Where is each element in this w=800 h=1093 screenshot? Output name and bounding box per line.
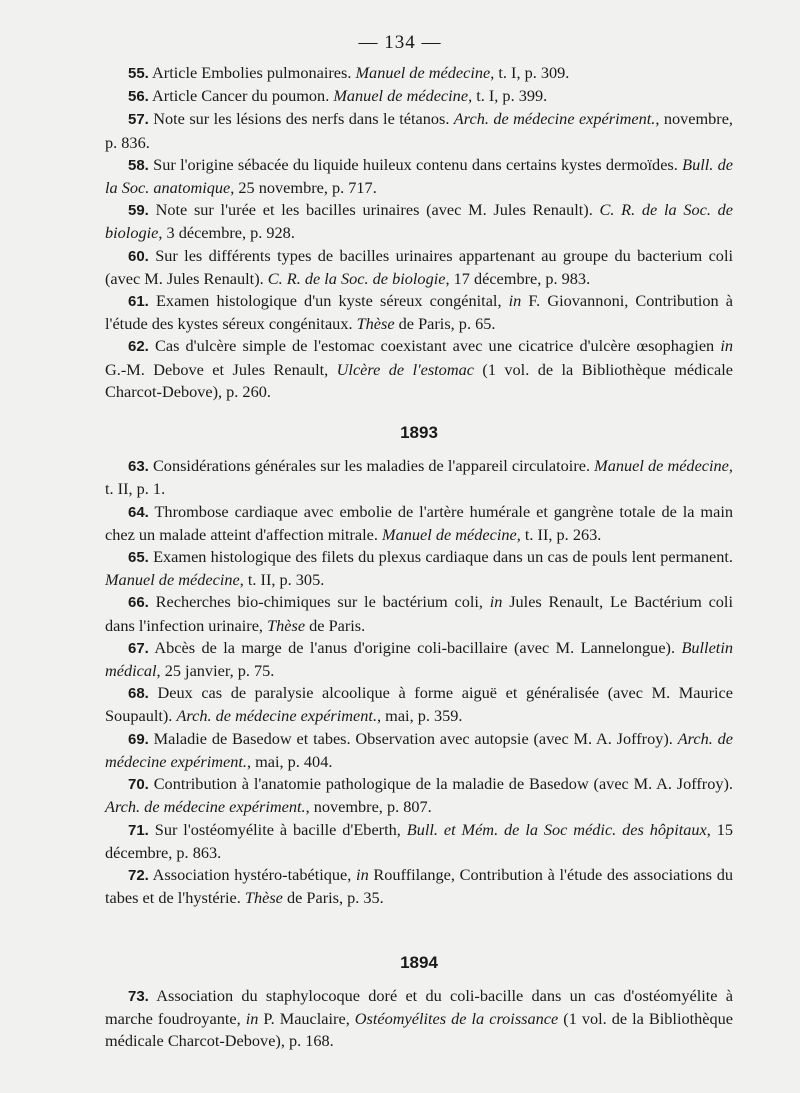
bibliography-entry xyxy=(105,819,733,864)
entry-text: Jules Renault, Le Bactérium coli dans l'infection urinaire, xyxy=(105,592,733,635)
entry-text: , novembre, p. 807. xyxy=(305,797,432,817)
entry-text: Abcès de la marge de l'anus d'origine coli-bacillaire (avec M. Lannelongue). xyxy=(148,637,682,657)
bibliography-entry xyxy=(105,985,733,1053)
entry-italic-text: C. R. de la Soc. de biologie xyxy=(105,200,733,243)
entry-text: , t. I, p. 309. xyxy=(490,63,570,82)
entry-italic-text: Arch. de médecine expériment. xyxy=(176,706,378,726)
entry-number: 65. xyxy=(128,549,149,567)
entry-italic-text: Manuel de médecine xyxy=(594,456,729,476)
entry-number: 68. xyxy=(128,685,149,703)
entry-text: Recherches bio-chimiques sur le bactérium coli, xyxy=(148,592,490,612)
bibliography-entry xyxy=(105,85,733,108)
entry-text: , 15 décembre, p. 863. xyxy=(105,819,734,862)
entry-italic-text: Manuel de médecine xyxy=(105,570,240,590)
entry-italic-text: Manuel de médecine xyxy=(355,63,491,82)
entry-number: 63. xyxy=(128,458,149,476)
entry-text: , 25 novembre, p. 717. xyxy=(230,178,377,198)
entry-text: , t. I, p. 399. xyxy=(468,86,548,106)
entry-number: 72. xyxy=(128,866,149,884)
entry-text: Article Embolies pulmonaires. xyxy=(148,63,356,82)
page-number: — 134 — xyxy=(358,32,442,53)
entry-number: 67. xyxy=(128,639,149,657)
entry-number: 71. xyxy=(128,821,149,839)
entry-number: 70. xyxy=(128,776,149,794)
bibliography-entry xyxy=(105,501,733,546)
entry-text: Deux cas de paralysie alcoolique à forme aiguë et généralisée (avec M. Maurice Soupault). xyxy=(105,683,733,726)
entry-text: , t. II, p. 263. xyxy=(516,524,602,544)
entry-text: Maladie de Basedow et tabes. Observation avec autopsie (avec M. A. Joffroy). xyxy=(148,728,678,748)
entry-italic-text: in xyxy=(720,336,733,356)
entry-text: Sur l'origine sébacée du liquide huileux contenu dans certains kystes dermoïdes. xyxy=(148,154,683,174)
entry-italic-text: Arch. de médecine expériment. xyxy=(105,797,306,817)
entries-1893 xyxy=(105,455,733,909)
entry-text: Association du staphylocoque doré et du coli-bacille dans un cas d'ostéomyélite à marche foudroyante, xyxy=(105,985,733,1028)
bibliography-body xyxy=(105,62,733,1052)
entry-number: 73. xyxy=(128,987,149,1005)
bibliography-entry xyxy=(105,245,733,290)
entry-text: Considérations générales sur les maladies de l'appareil circulatoire. xyxy=(148,456,595,476)
entry-text: Examen histologique des filets du plexus cardiaque dans un cas de pouls lent permanent. xyxy=(148,547,733,567)
entry-text: de Paris. xyxy=(305,615,366,635)
entry-number: 57. xyxy=(128,111,149,129)
year-heading-1894: 1894 xyxy=(400,953,438,973)
bibliography-entry xyxy=(105,591,733,636)
entry-italic-text: Ulcère de l'estomac xyxy=(336,359,474,379)
entry-number: 60. xyxy=(128,247,149,265)
entry-italic-text: Ostéomyélites de la croissance xyxy=(354,1008,559,1028)
bibliography-entry xyxy=(105,637,733,682)
entry-italic-text: Arch. de médecine expériment. xyxy=(105,728,733,771)
bibliography-entry xyxy=(105,154,733,199)
entry-italic-text: in xyxy=(489,592,503,612)
entry-text: P. Mauclaire, xyxy=(258,1008,355,1028)
entry-italic-text: in xyxy=(356,864,369,884)
entry-text: , t. II, p. 1. xyxy=(105,456,733,499)
entry-italic-text: in xyxy=(245,1008,259,1028)
bibliography-entry xyxy=(105,290,733,335)
entry-number: 66. xyxy=(128,594,149,612)
entry-text: , t. II, p. 305. xyxy=(239,570,325,590)
entry-text: F. Giovannoni, Contribution à l'étude des kystes séreux congénitaux. xyxy=(105,291,733,334)
entry-italic-text: Manuel de médecine xyxy=(333,86,469,106)
bibliography-entry xyxy=(105,773,733,818)
entry-text: (1 vol. de la Bibliothèque médicale Charcot-Debove), p. 260. xyxy=(105,359,734,401)
entry-text: Sur l'ostéomyélite à bacille d'Eberth, xyxy=(148,819,407,839)
entry-number: 58. xyxy=(128,156,149,174)
entry-text: , mai, p. 404. xyxy=(246,751,333,771)
entries-1894 xyxy=(105,985,733,1053)
entry-text: (1 vol. de la Bibliothèque médicale Charcot-Debove), p. 168. xyxy=(105,1008,734,1050)
entry-text: , 17 décembre, p. 983. xyxy=(445,268,591,288)
entry-text: Note sur les lésions des nerfs dans le tétanos. xyxy=(148,109,454,129)
entry-italic-text: Thèse xyxy=(356,314,395,334)
entry-italic-text: Arch. de médecine expériment. xyxy=(453,109,656,129)
entry-number: 61. xyxy=(128,293,149,311)
entry-number: 62. xyxy=(128,338,149,356)
entry-text: G.-M. Debove et Jules Renault, xyxy=(105,359,337,379)
bibliography-entry xyxy=(105,335,733,403)
entry-italic-text: Thèse xyxy=(267,615,306,635)
bibliography-entry xyxy=(105,62,733,85)
bibliography-entry xyxy=(105,455,733,500)
entry-italic-text: Bull. et Mém. de la Soc médic. des hôpitaux xyxy=(406,819,707,839)
entry-text: , 3 décembre, p. 928. xyxy=(158,223,295,243)
entry-italic-text: Bulletin médical xyxy=(105,637,733,681)
entry-text: Cas d'ulcère simple de l'estomac coexistant avec une cicatrice d'ulcère œsophagien xyxy=(148,336,721,356)
entry-number: 59. xyxy=(128,202,149,220)
entry-number: 64. xyxy=(128,503,149,521)
bibliography-entry xyxy=(105,108,733,153)
entry-text: Rouffilange, Contribution à l'étude des associations du tabes et de l'hystérie. xyxy=(105,864,734,908)
entry-text: Sur les différents types de bacilles urinaires appartenant au groupe du bacterium coli (avec M. Jules Renault). xyxy=(105,245,733,288)
entry-text: , novembre, p. 836. xyxy=(105,109,734,152)
entries-1892 xyxy=(105,62,733,403)
entry-text: , mai, p. 359. xyxy=(377,706,463,726)
entry-number: 55. xyxy=(128,65,149,82)
entry-text: Contribution à l'anatomie pathologique de la maladie de Basedow (avec M. A. Joffroy). xyxy=(148,774,733,794)
entry-text: Thrombose cardiaque avec embolie de l'artère humérale et gangrène totale de la main chez un malade atteint d'affection mitrale. xyxy=(105,501,733,544)
entry-text: Note sur l'urée et les bacilles urinaires (avec M. Jules Renault). xyxy=(148,200,600,220)
bibliography-entry xyxy=(105,682,733,727)
entry-italic-text: Thèse xyxy=(244,888,283,908)
entry-italic-text: C. R. de la Soc. de biologie xyxy=(267,268,446,288)
entry-text: Examen histologique d'un kyste séreux congénital, xyxy=(148,291,509,311)
bibliography-entry xyxy=(105,864,733,909)
bibliography-entry xyxy=(105,728,733,773)
entry-text: , 25 janvier, p. 75. xyxy=(156,661,275,681)
bibliography-entry xyxy=(105,199,733,244)
entry-number: 69. xyxy=(128,730,149,748)
entry-italic-text: in xyxy=(508,291,522,311)
entry-number: 56. xyxy=(128,88,149,106)
entry-italic-text: Manuel de médecine xyxy=(382,524,517,544)
entry-text: de Paris, p. 35. xyxy=(282,888,384,908)
year-heading-1893: 1893 xyxy=(400,423,438,443)
entry-italic-text: Bull. de la Soc. anatomique xyxy=(105,154,733,198)
bibliography-entry xyxy=(105,546,733,591)
entry-text: de Paris, p. 65. xyxy=(394,314,496,334)
entry-text: Article Cancer du poumon. xyxy=(148,86,334,106)
entry-text: Association hystéro-tabétique, xyxy=(148,864,357,884)
